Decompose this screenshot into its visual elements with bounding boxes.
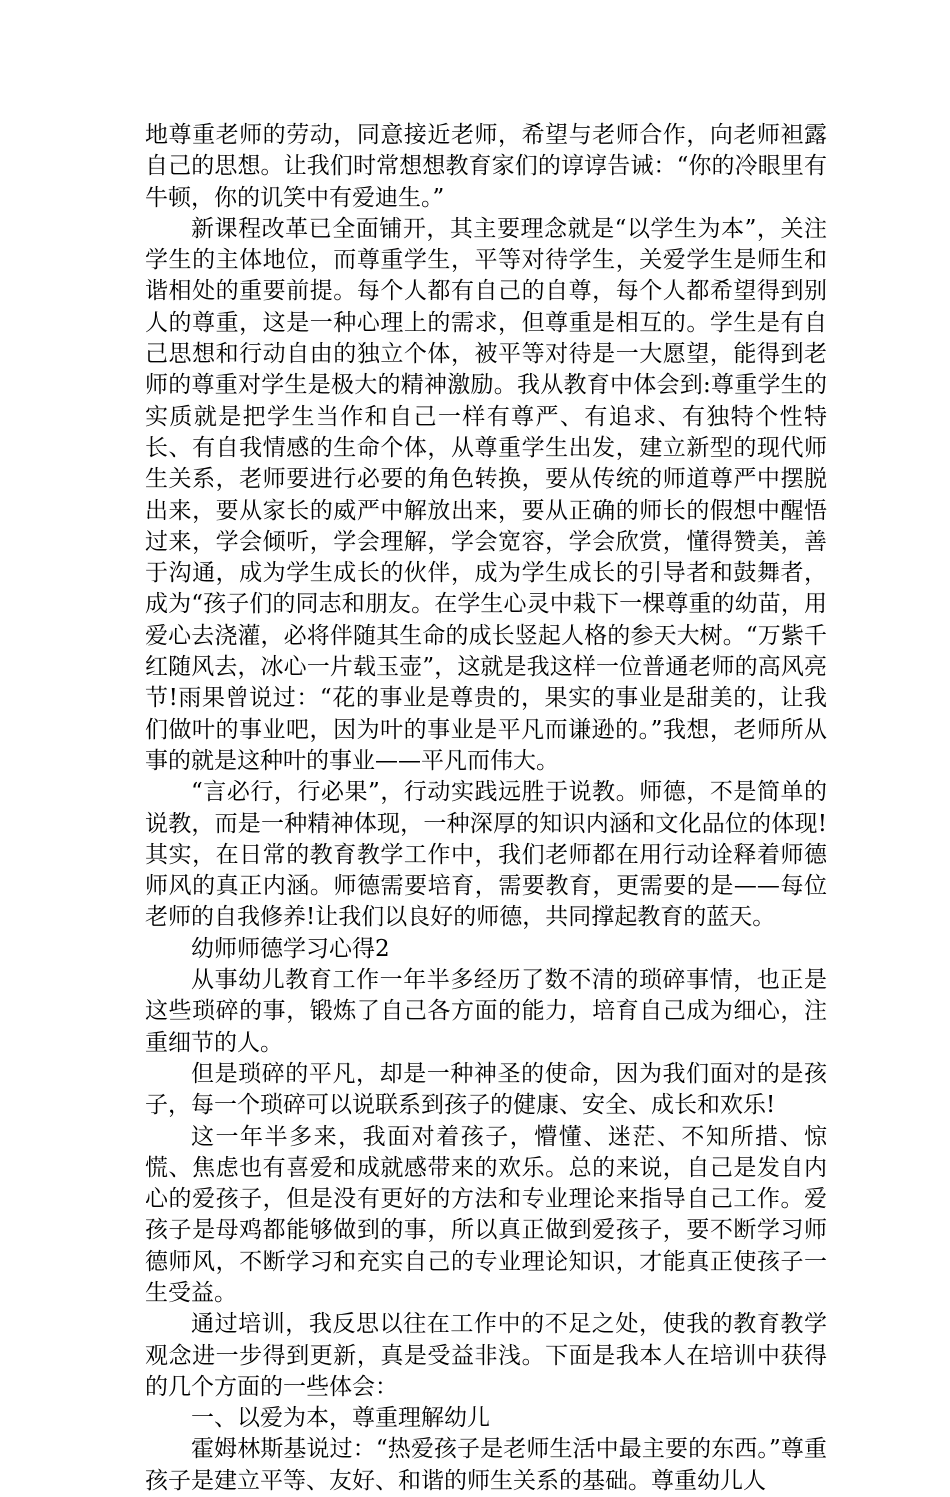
section-title: 幼师师德学习心得2 <box>191 935 390 962</box>
paragraph-sacred-mission: 但是琐碎的平凡，却是一种神圣的使命，因为我们面对的是孩子，每一个琐碎可以说联系到孩子的健康、安全、成长和欢乐! <box>145 1060 827 1119</box>
subsection-heading: 一、以爱为本，尊重理解幼儿 <box>191 1405 490 1432</box>
paragraph-actions-over-words: “言必行，行必果”，行动实践远胜于说教。师德，不是简单的说教，而是一种精神体现，一种深厚的知识内涵和文化品位的体现!其实，在日常的教育教学工作中，我们老师都在用行动诠释着师德师风的真正内涵。师德需要培育，需要教育，更需要的是——每位老师的自我修养!让我们以良好的师德，共同撑起教育的蓝天。 <box>145 779 827 931</box>
paragraph-experience: 从事幼儿教育工作一年半多经历了数不清的琐碎事情，也正是这些琐碎的事，锻炼了自己各方面的能力，培育自己成为细心，注重细节的人。 <box>145 967 827 1056</box>
paragraph-reflection: 这一年半多来，我面对着孩子，懵懂、迷茫、不知所措、惊慌、焦虑也有喜爱和成就感带来的欢乐。总的来说，自己是发自内心的爱孩子，但是没有更好的方法和专业理论来指导自己工作。爱孩子是母鸡都能够做到的事，所以真正做到爱孩子，要不断学习师德师风，不断学习和充实自己的专业理论知识，才能真正使孩子一生受益。 <box>145 1123 827 1306</box>
paragraph-continuation: 地尊重老师的劳动，同意接近老师，希望与老师合作，向老师袒露自己的思想。让我们时常想想教育家们的谆谆告诫：“你的冷眼里有牛顿，你的讥笑中有爱迪生。” <box>145 122 827 211</box>
paragraph-training: 通过培训，我反思以往在工作中的不足之处，使我的教育教学观念进一步得到更新，真是受益非浅。下面是我本人在培训中获得的几个方面的一些体会： <box>145 1311 827 1400</box>
paragraph-respect-students: 新课程改革已全面铺开，其主要理念就是“以学生为本”，关注学生的主体地位，而尊重学生，平等对待学生，关爱学生是师生和谐相处的重要前提。每个人都有自己的自尊，每个人都希望得到别人的尊重，这是一种心理上的需求，但尊重是相互的。学生是有自己思想和行动自由的独立个体，被平等对待是一大愿望，能得到老师的尊重对学生是极大的精神激励。我从教育中体会到:尊重学生的实质就是把学生当作和自己一样有尊严、有追求、有独特个性特长、有自我情感的生命个体，从尊重学生出发，建立新型的现代师生关系，老师要进行必要的角色转换，要从传统的师道尊严中摆脱出来，要从家长的威严中解放出来，要从正确的师长的假想中醒悟过来，学会倾听，学会理解，学会宽容，学会欣赏，懂得赞美，善于沟通，成为学生成长的伙伴，成为学生成长的引导者和鼓舞者，成为“孩子们的同志和朋友。在学生心灵中栽下一棵尊重的幼苗，用爱心去浇灌，必将伴随其生命的成长竖起人格的参天大树。“万紫千红随风去，冰心一片载玉壶”，这就是我这样一位普通老师的高风亮节!雨果曾说过：“花的事业是尊贵的，果实的事业是甜美的，让我们做叶的事业吧，因为叶的事业是平凡而谦逊的。”我想，老师所从事的就是这种叶的事业——平凡而伟大。 <box>145 215 827 774</box>
document-page <box>145 120 827 1497</box>
paragraph-quote: 霍姆林斯基说过：“热爱孩子是老师生活中最主要的东西。”尊重孩子是建立平等、友好、和谐的师生关系的基础。尊重幼儿人 <box>145 1436 827 1494</box>
